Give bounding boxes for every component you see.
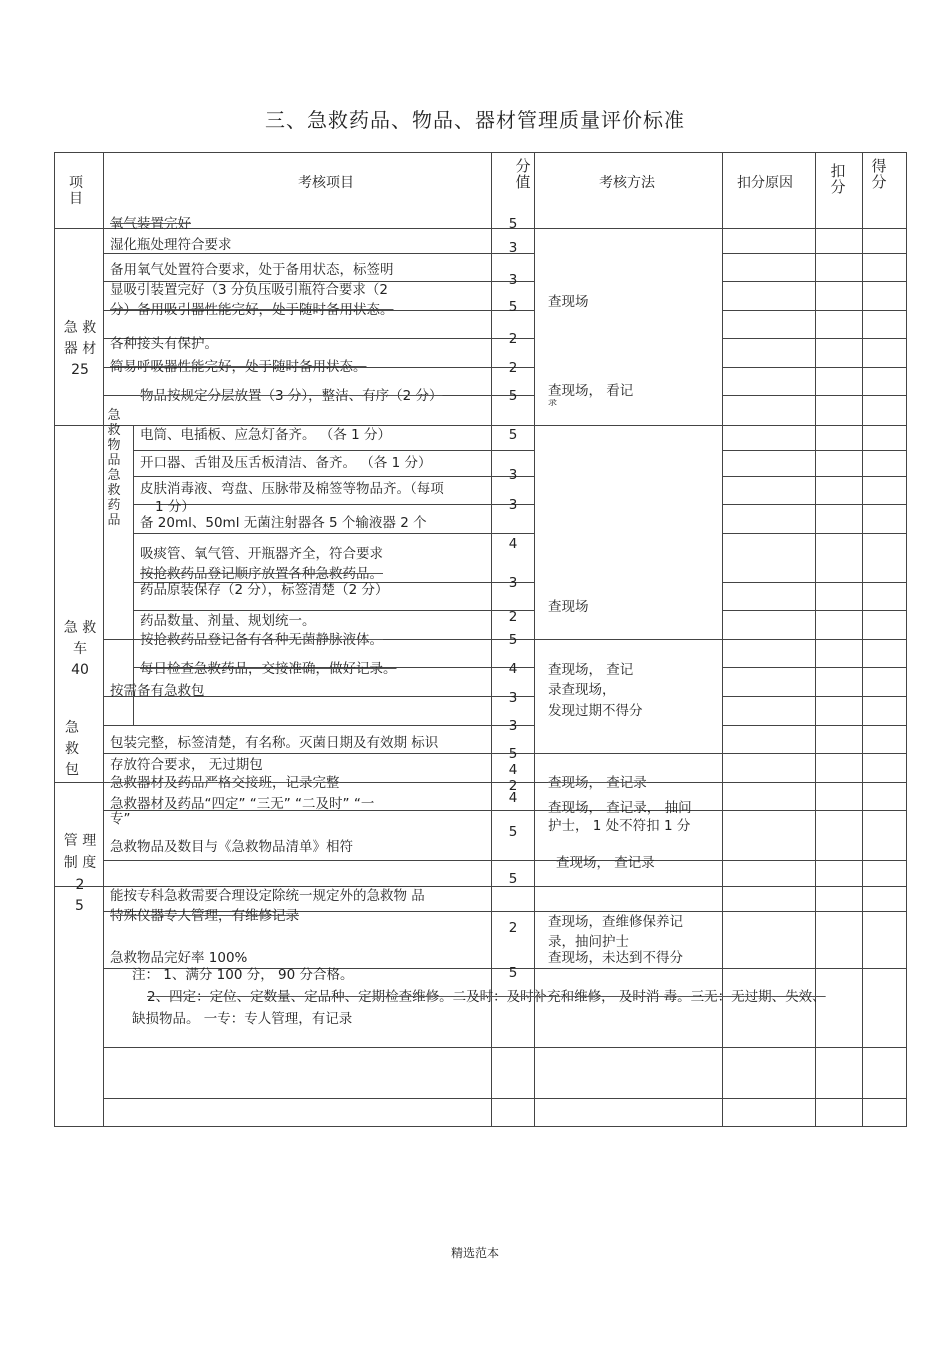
row-score: 5 (508, 427, 518, 443)
header-deduct: 扣分 (830, 162, 846, 196)
row-text: 皮肤消毒液、弯盘、压脉带及棉签等物品齐。（每项 (140, 481, 444, 497)
page-title: 三、急救药品、物品、器材管理质量评价标准 (265, 108, 685, 132)
row-text: 备 20ml、50ml 无菌注射器各 5 个输液器 2 个 (140, 515, 427, 531)
method-text: 查现场，查维修保养记 (548, 914, 683, 930)
note-line: 注： 1、满分 100 分， 90 分合格。 (132, 967, 354, 983)
method-text: 发现过期不得分 (548, 703, 643, 719)
method-text: 查现场， 查记录 (548, 775, 647, 791)
row-score: 3 (508, 240, 518, 256)
row-text: 存放符合要求， 无过期包 (110, 757, 263, 773)
row-text: 药品原装保存（2 分），标签清楚（2 分） (140, 582, 389, 598)
note-line: 缺损物品。 一专：专人管理，有记录 (132, 1011, 353, 1027)
row-text: 急救物品及数目与《急救物品清单》相符 (110, 839, 353, 855)
note-line: 2、四定：定位、定数量、定品种、定期检查维修。二及时：及时补充和维修， 及时消 毒。三无：无过期、失效、 (147, 989, 826, 1005)
method-text: 查现场， 看记 (548, 383, 634, 399)
method-text: 录 (548, 399, 558, 408)
header-get: 得分 (871, 157, 887, 191)
row-text: 急救器材及药品严格交接班，记录完整 (110, 775, 340, 791)
row-score: 3 (508, 718, 518, 734)
row-text: 急救物品完好率 100% (110, 950, 248, 966)
row-text: 急救器材及药品“四定” “三无” “二及时” “一 (110, 796, 375, 812)
footer-text: 精选范本 (450, 1246, 499, 1260)
method-text: 查现场 (548, 599, 589, 615)
row-text: 每日检查急救药品，交接准确，做好记录。 (140, 661, 397, 677)
category-cart: 急 救 车 40 (63, 620, 97, 678)
category-management: 管 理 制 度 2 (63, 833, 97, 893)
header-method: 考核方法 (599, 175, 655, 191)
method-text: 查现场 (548, 294, 589, 310)
method-text: 查现场， 查记录 (556, 855, 655, 871)
row-text: 简易呼吸器性能完好，处于随时备用状态。 (110, 359, 367, 375)
method-text: 查现场， 查记录， 抽问 (548, 800, 692, 816)
method-text: 查现场， 查记 (548, 662, 634, 678)
row-score: 5 (508, 216, 518, 232)
row-text: 按抢救药品登记顺序放置各种急救药品。 (140, 566, 383, 582)
row-score: 5 (508, 299, 518, 315)
row-score: 3 (508, 467, 518, 483)
row-text: 专” (110, 811, 131, 827)
row-score: 4 (508, 762, 518, 778)
row-score: 2 (508, 778, 518, 794)
method-text: 录查现场， (548, 682, 616, 698)
row-text: 按需备有急救包 (110, 683, 205, 699)
row-text: 药品数量、剂量、规划统一。 (140, 613, 316, 629)
row-score: 3 (508, 272, 518, 288)
row-text: 吸痰管、氧气管、开瓶器齐全，符合要求 (140, 546, 383, 562)
row-score: 2 (508, 920, 518, 936)
row-score: 5 (508, 965, 518, 981)
category-management-score: 5 (75, 898, 84, 914)
row-score: 5 (508, 388, 518, 404)
category-kit: 急 救 包 (65, 720, 79, 778)
row-score: 2 (508, 331, 518, 347)
row-text: 按抢救药品登记备有各种无菌静脉液体。 (140, 632, 383, 648)
row-text: 湿化瓶处理符合要求 (110, 237, 232, 253)
row-text: 氧气装置完好 (110, 216, 191, 232)
row-score: 3 (508, 497, 518, 513)
row-score: 3 (508, 690, 518, 706)
row-text: 能按专科急救需要合理设定除统一规定外的急救物 品 (110, 888, 425, 904)
category-equipment: 急 救 器 材 25 (63, 320, 97, 378)
method-text: 录，抽问护士 (548, 934, 629, 950)
header-reason: 扣分原因 (737, 175, 793, 191)
row-score: 3 (508, 575, 518, 591)
row-score: 5 (508, 824, 518, 840)
row-text: 物品按规定分层放置（3 分），整洁、有序（2 分） (140, 388, 443, 404)
row-text: 特殊仪器专人管理，有维修记录 (110, 908, 299, 924)
row-score: 4 (508, 790, 518, 806)
header-content: 考核项目 (298, 175, 354, 191)
row-text: 显吸引装置完好（3 分负压吸引瓶符合要求（2 (110, 282, 388, 298)
subcategory-items-drugs: 急救物品急救药品 (107, 408, 121, 528)
row-text: 备用氧气处置符合要求，处于备用状态，标签明 (110, 262, 394, 278)
row-score: 5 (508, 632, 518, 648)
row-text: 1 分） (155, 499, 195, 515)
header-item: 项目 (69, 175, 83, 207)
row-text: 电筒、电插板、应急灯备齐。 （各 1 分） (140, 427, 391, 443)
row-score: 4 (508, 536, 518, 552)
method-text: 护士， 1 处不符扣 1 分 (548, 818, 691, 834)
row-text: 包装完整，标签清楚，有名称。灭菌日期及有效期 标识 (110, 735, 439, 751)
row-text: 分）备用吸引器性能完好，处于随时备用状态。 (110, 302, 394, 318)
row-score: 2 (508, 609, 518, 625)
row-score: 5 (508, 746, 518, 762)
row-text: 开口器、舌钳及压舌板清洁、备齐。 （各 1 分） (140, 455, 432, 471)
header-score: 分值 (515, 157, 531, 191)
row-text: 各种接头有保护。 (110, 336, 218, 352)
row-score: 5 (508, 871, 518, 887)
row-score: 2 (508, 360, 518, 376)
row-score: 4 (508, 661, 518, 677)
method-text: 查现场，未达到不得分 (548, 950, 683, 966)
